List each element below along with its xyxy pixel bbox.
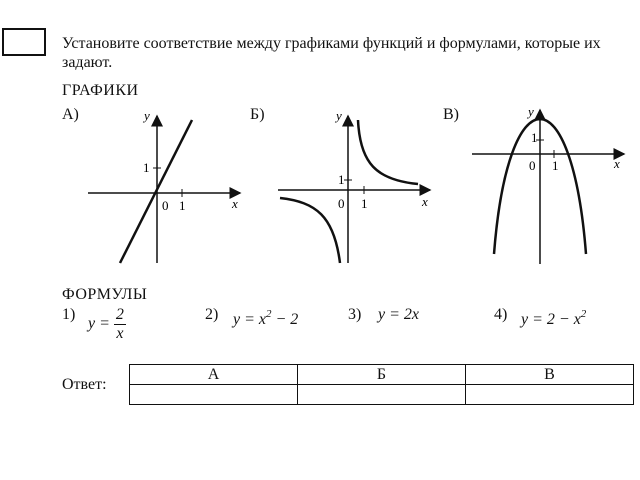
graph-b-curve-right: [358, 120, 418, 184]
formula-3-num: 3): [348, 306, 362, 323]
formula-1: [88, 306, 126, 343]
answer-col-a: А: [130, 365, 298, 385]
formula-2-exp: 2: [266, 308, 272, 320]
answer-col-c: В: [466, 365, 634, 385]
graph-c-x-label: x: [614, 156, 620, 171]
graph-c: [468, 104, 628, 269]
graph-a: [80, 108, 250, 268]
graph-b-unit-x: 1: [361, 196, 368, 211]
answer-label: Ответ:: [62, 376, 107, 393]
graph-c-unit-x: 1: [552, 158, 559, 173]
graph-c-label: В): [443, 106, 459, 123]
formula-2-num: 2): [205, 306, 219, 323]
formula-1-fraction: [114, 306, 126, 343]
graph-c-origin: 0: [529, 158, 536, 173]
answer-value-row: [130, 385, 634, 405]
formula-1-lhs: y =: [88, 315, 110, 333]
graph-b-curve-left: [280, 198, 340, 263]
answer-cell-c[interactable]: [466, 385, 634, 405]
formula-4-num: 4): [494, 306, 508, 323]
graph-b-x-label: x: [422, 194, 428, 209]
graph-a-x-label: x: [232, 196, 238, 211]
formula-4-exp: 2: [580, 308, 587, 320]
graph-b: [276, 108, 436, 268]
graph-a-unit-x: 1: [179, 198, 186, 213]
graph-b-y-label: y: [336, 108, 342, 123]
graph-a-y-label: y: [144, 108, 150, 123]
formula-2-base: y = x: [233, 311, 266, 328]
graph-c-unit-y: 1: [531, 130, 538, 145]
graph-a-origin: 0: [162, 198, 169, 213]
graph-a-unit-y: 1: [143, 160, 150, 175]
answer-cell-b[interactable]: [298, 385, 466, 405]
answer-table: [129, 364, 634, 405]
formula-4: [521, 308, 586, 329]
graph-a-label: А): [62, 106, 79, 123]
graph-b-label: Б): [250, 106, 265, 123]
formulas-title: ФОРМУЛЫ: [62, 286, 148, 303]
formula-4-base: y = 2 − x: [521, 311, 581, 328]
answer-header-row: [130, 365, 634, 385]
graph-a-curve: [120, 120, 192, 263]
graph-c-y-label: y: [528, 104, 534, 119]
formula-1-denominator: x: [116, 325, 124, 342]
formula-3: y = 2x: [378, 306, 419, 323]
graphs-title: ГРАФИКИ: [62, 82, 139, 99]
graph-b-origin: 0: [338, 196, 345, 211]
task-text: Установите соответствие между графиками функций и формулами, которые их задают.: [62, 35, 601, 71]
formula-1-num: 1): [62, 306, 76, 323]
formula-2-tail: − 2: [271, 311, 299, 328]
answer-col-b: Б: [298, 365, 466, 385]
formula-1-numerator: 2: [115, 306, 124, 323]
task-number-box: [2, 28, 46, 56]
formula-2: [233, 308, 298, 329]
answer-cell-a[interactable]: [130, 385, 298, 405]
graph-b-unit-y: 1: [338, 172, 345, 187]
